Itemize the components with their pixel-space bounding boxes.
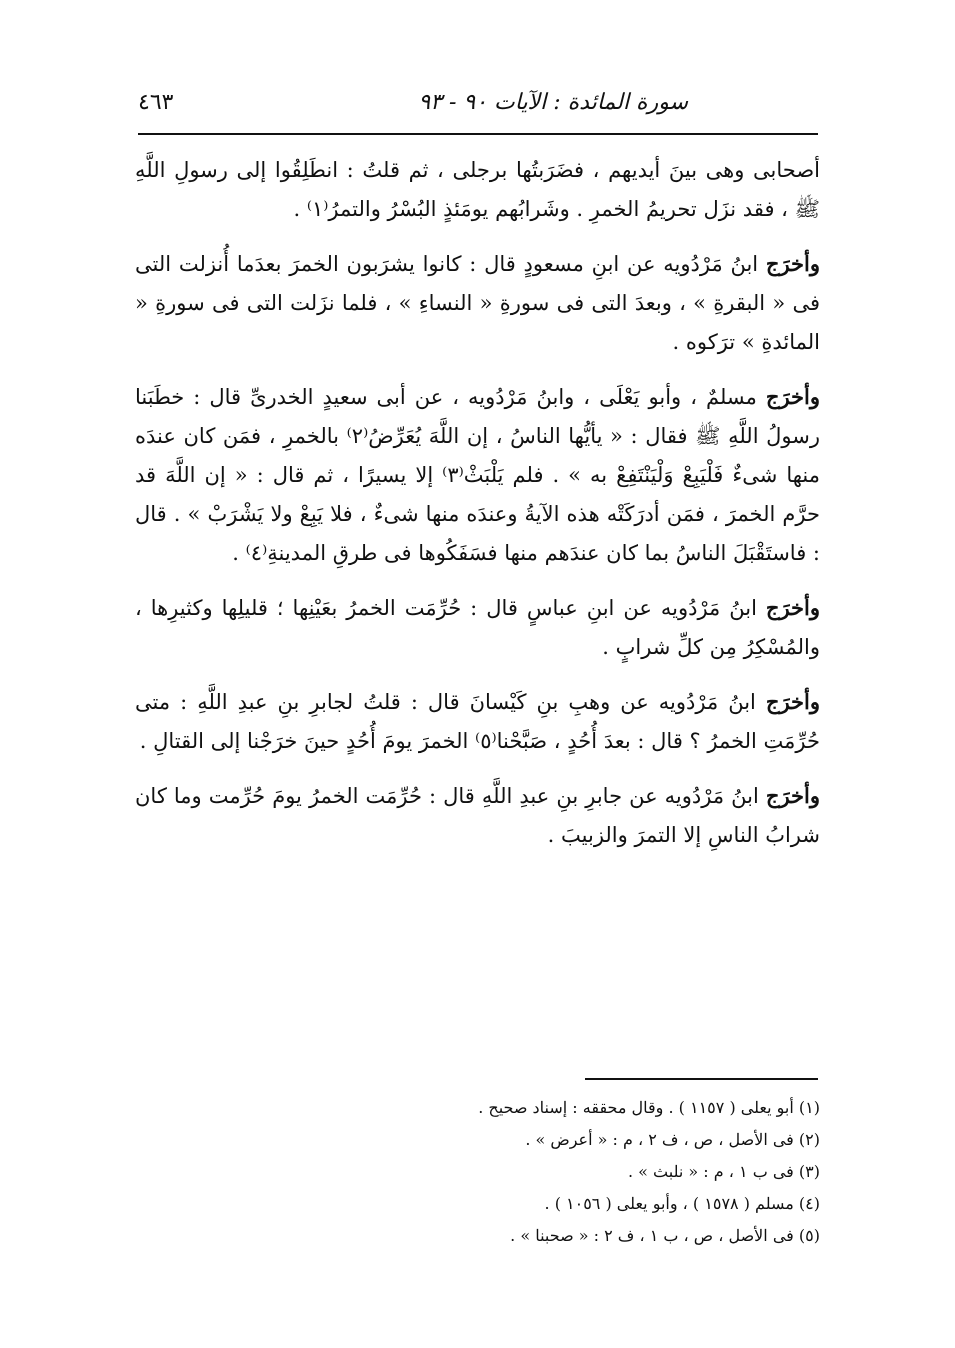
paragraph-lead: وأخرَج xyxy=(765,783,820,808)
paragraph xyxy=(135,150,820,229)
page-number: ٤٦٣ xyxy=(138,90,174,115)
paragraph-lead: وأخرَج xyxy=(765,689,820,714)
paragraph xyxy=(135,682,820,761)
main-text xyxy=(135,150,820,870)
page-header xyxy=(138,86,818,126)
paragraph-lead: وأخرَج xyxy=(765,595,820,620)
paragraph-text: أصحابى وهى بينَ أيديهم ، فضَرَبتُها برجلى ، ثم قلتُ : انطَلِقُوا إلى رسولِ اللَّهِ ﷺ ، فقد نزَل تحريمُ الخمرِ . وشَرابُهم يومَئذٍ البُسْرُ والتمرُ⁽١⁾ . xyxy=(135,158,820,221)
footnote: (٢) فى الأصل ، ص ، ف ٢ ، م : « أعرض » . xyxy=(525,1130,820,1149)
paragraph-lead: وأخرَج xyxy=(765,251,820,276)
paragraph-text: ابنُ مَرْدُويه عن ابنِ مسعودٍ قال : كانوا يشرَبون الخمرَ بعدَما أُنزلت التى فى « البقرةِ » ، وبعدَ التى فى سورةِ « النساءِ » ، فلما نزَلت التى فى سورةِ « المائدةِ » ترَكوه . xyxy=(135,252,820,354)
paragraph-text: ابنُ مَرْدُويه عن جابرِ بنِ عبدِ اللَّهِ قال : حُرِّمَت الخمرُ يومَ حُرِّمت وما كان شرابُ الناسِ إلا التمرَ والزبيبَ . xyxy=(135,784,820,847)
paragraph xyxy=(135,244,820,362)
paragraph-text: ابنُ مَرْدُويه عن وهبِ بنِ كَيْسانَ قال : قلتُ لجابرِ بنِ عبدِ اللَّهِ : متى حُرِّمَتِ الخمرُ ؟ قال : بعدَ أُحُدٍ ، صَبَّحْنا⁽٥⁾ الخمرَ يومَ أُحُدٍ حينَ خرَجْنا إلى القتالِ . xyxy=(135,690,820,753)
paragraph xyxy=(135,588,820,667)
paragraph-lead: وأخرَج xyxy=(765,384,820,409)
footnote-divider xyxy=(585,1078,818,1080)
header-divider xyxy=(138,133,818,135)
paragraph xyxy=(135,377,820,573)
paragraph-text: مسلمٌ ، وأبو يَعْلَى ، وابنُ مَرْدُويه ، عن أبى سعيدٍ الخدرىِّ قال : خطَبَنا رسولُ اللَّهِ ﷺ فقال : « يأيُّها الناسُ ، إن اللَّهَ يُعَرِّضُ⁽٢⁾ بالخمرِ ، فمَن كان عندَه منها شىءٌ فَلْيَبِعْ وَلْيَنْتَفِعْ به » . فلم يَلْبَثْ⁽٣⁾ إلا يسيرًا ، ثم قال : « إن اللَّهَ قد حرَّم الخمرَ ، فمَن أدرَكَتْه هذه الآيةُ وعندَه منها شىءٌ ، فلا يَبِعْ ولا يَشْرَبْ » . قال : فاستَقْبَلَ الناسُ بما كان عندَهم منها فسَفَكُوها فى طرقِ المدينةِ⁽٤⁾ . xyxy=(135,385,820,565)
footnotes xyxy=(135,1092,820,1252)
footnote: (٤) مسلم ( ١٥٧٨ ) ، وأبو يعلى ( ١٠٥٦ ) . xyxy=(544,1194,820,1213)
paragraph xyxy=(135,776,820,855)
footnote: (١) أبو يعلى ( ١١٥٧ ) . وقال محققه : إسناد صحيح . xyxy=(478,1098,820,1117)
footnote: (٣) فى ب ١ ، م : « نلبث » . xyxy=(628,1162,820,1181)
footnote: (٥) فى الأصل ، ص ، ب ١ ، ف ٢ : « صحبنا » . xyxy=(510,1226,820,1245)
chapter-title: سورة المائدة : الآيات ٩٠ - ٩٣ xyxy=(418,90,688,115)
paragraph-text: ابنُ مَرْدُويه عن ابنِ عباسٍ قال : حُرِّمَت الخمرُ بعَيْنِها ؛ قليلِها وكثيرِها ، والمُسْكِرُ مِن كلِّ شرابٍ . xyxy=(135,596,820,659)
